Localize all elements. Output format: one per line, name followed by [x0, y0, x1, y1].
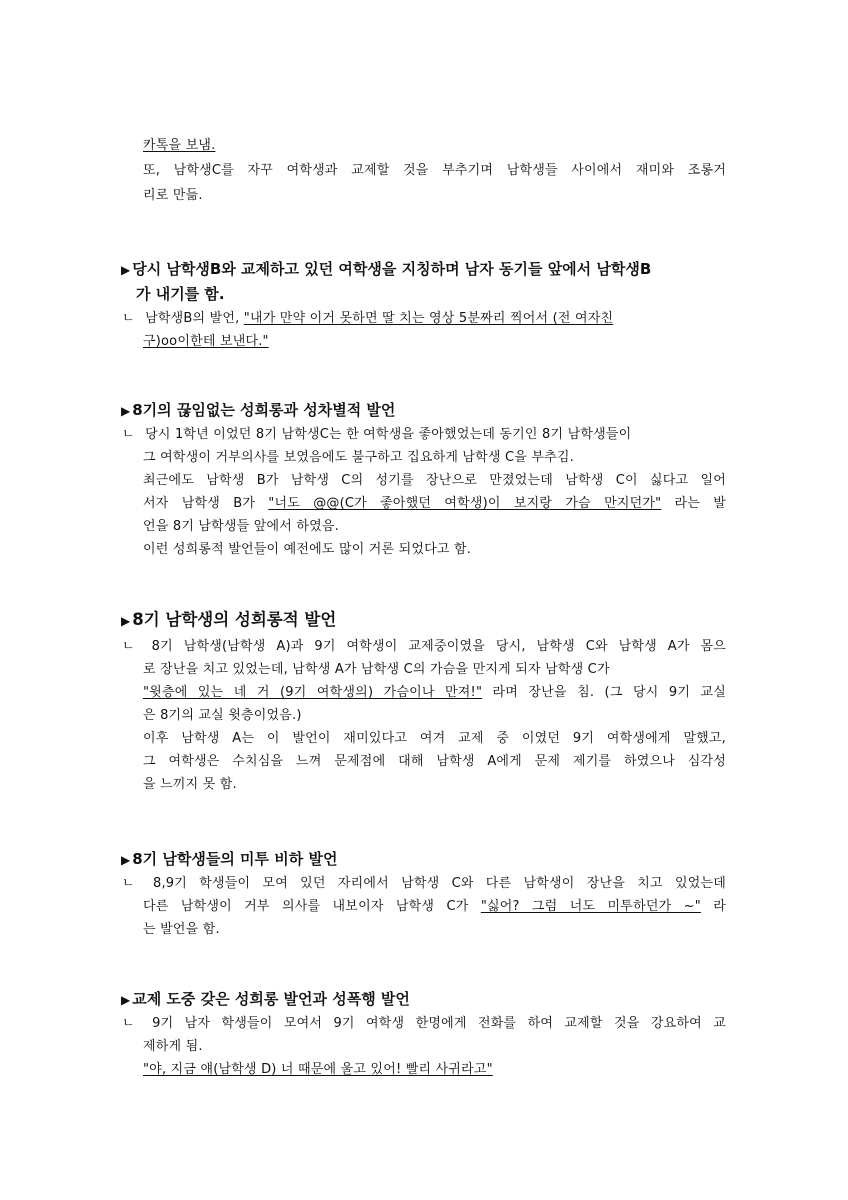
section-1-heading-cont: 가 내기를 함. [136, 285, 225, 303]
section-3-line-4: 은 8기의 교실 윗층이었음.) [143, 708, 302, 723]
sub-marker-icon: ㄴ [122, 1016, 135, 1031]
section-5-quote: "야, 지금 얘(남학생 D) 너 때문에 울고 있어! 빨리 사귀라고" [143, 1062, 493, 1077]
sub-marker-icon: ㄴ [122, 311, 135, 326]
intro-line-1-text: 카톡을 보냄. [143, 138, 216, 153]
sub-marker-icon: ㄴ [122, 427, 135, 442]
sub-marker-icon: ㄴ [122, 876, 135, 891]
bullet-arrow-icon: ▶ [121, 263, 131, 277]
bullet-arrow-icon: ▶ [121, 993, 131, 1007]
section-3-quote: "윗층에 있는 네 거 (9기 여학생의) 가슴이나 만져!" [143, 685, 483, 700]
section-2-line-1-text: 당시 1학년 이었던 8기 남학생C는 한 여학생을 좋아했었는데 동기인 8기 남학생들이 [145, 427, 632, 442]
bullet-arrow-icon: ▶ [121, 614, 131, 628]
bullet-arrow-icon: ▶ [121, 404, 131, 418]
intro-line-1 [143, 137, 215, 155]
section-1-quote-cont: 구)oo이한테 보낸다." [143, 334, 269, 349]
section-2-heading [121, 400, 395, 421]
section-2-quote: "너도 @@(C가 좋아했던 여학생)이 보지랑 가슴 만지던가" [268, 496, 662, 511]
section-2-line-3: 최근에도 남학생 B가 남학생 C의 성기를 장난으로 만졌었는데 남학생 C이 싫다고 일어 [143, 473, 726, 488]
section-4-heading [121, 849, 337, 870]
section-2-line-4-post: 라는 발 [661, 496, 726, 511]
section-5-line-2: 제하게 됨. [143, 1039, 203, 1054]
section-5-line-3 [143, 1061, 493, 1079]
section-4-line-3: 는 발언을 함. [143, 922, 220, 937]
section-3-line-5: 이후 남학생 A는 이 발언이 재미있다고 여겨 교제 중 이였던 9기 여학생에게 말했고, [143, 731, 726, 746]
section-1-quote: "내가 만약 이거 못하면 딸 치는 영상 5분짜리 찍어서 (전 여자친 [243, 311, 614, 326]
section-5-heading [121, 989, 410, 1010]
section-1-heading-text: 당시 남학생B와 교제하고 있던 여학생을 지칭하며 남자 동기들 앞에서 남학생B [132, 260, 652, 278]
section-1-heading [121, 259, 651, 280]
section-3-heading [121, 610, 336, 631]
section-1-line-1 [122, 310, 613, 328]
section-4-line-1 [122, 875, 726, 893]
section-3-line-1-text: 8기 남학생(남학생 A)과 9기 여학생이 교제중이였을 당시, 남학생 C와 남학생 A가 몸으 [151, 639, 726, 654]
section-3-heading-text: 8기 남학생의 성희롱적 발언 [132, 610, 337, 629]
section-2-line-6: 이런 성희롱적 발언들이 예전에도 많이 거론 되었다고 함. [143, 542, 472, 557]
section-5-line-1-text: 9기 남자 학생들이 모여서 9기 여학생 한명에게 전화를 하여 교제할 것을 강요하여 교 [152, 1016, 726, 1031]
section-4-line-2-post: 라 [700, 899, 726, 914]
section-4-heading-text: 8기 남학생들의 미투 비하 발언 [132, 850, 338, 868]
section-5-heading-text: 교제 도중 갖은 성희롱 발언과 성폭행 발언 [132, 990, 410, 1008]
intro-line-2: 또, 남학생C를 자꾸 여학생과 교제할 것을 부추기며 남학생들 사이에서 재미와 조롱거 [143, 163, 726, 178]
section-3-line-3 [143, 684, 726, 702]
section-3-line-6: 그 여학생은 수치심을 느껴 문제점에 대해 남학생 A에게 문제 제기를 하였으나 심각성 [143, 754, 726, 769]
section-2-line-5: 언을 8기 남학생들 앞에서 하였음. [143, 519, 339, 534]
section-4-line-2-pre: 다른 남학생이 거부 의사를 내보이자 남학생 C가 [143, 899, 481, 914]
section-1-line-2 [143, 333, 269, 351]
section-4-line-1-text: 8,9기 학생들이 모여 있던 자리에서 남학생 C와 다른 남학생이 장난을 치고 있었는데 [152, 876, 726, 891]
sub-marker-icon: ㄴ [122, 639, 135, 654]
section-2-line-2: 그 여학생이 거부의사를 보였음에도 불구하고 집요하게 남학생 C을 부추김. [143, 450, 575, 465]
section-4-quote: "싫어? 그럼 너도 미투하던가 ~" [480, 899, 701, 914]
intro-line-3: 리로 만듦. [143, 188, 203, 203]
section-2-line-4-pre: 서자 남학생 B가 [143, 496, 269, 511]
section-2-line-4 [143, 495, 726, 513]
section-2-line-1 [122, 426, 631, 444]
section-3-line-2: 로 장난을 치고 있었는데, 남학생 A가 남학생 C의 가슴을 만지게 되자 남학생 C가 [143, 662, 610, 677]
section-5-line-1 [122, 1015, 726, 1033]
section-2-heading-text: 8기의 끊임없는 성희롱과 성차별적 발언 [132, 401, 396, 419]
section-3-line-3-post: 라며 장난을 침. (그 당시 9기 교실 [482, 685, 726, 700]
section-1-line-1-pre: 남학생B의 발언, [145, 311, 244, 326]
section-3-line-1 [122, 638, 726, 656]
section-4-line-2 [143, 898, 726, 916]
section-3-line-7: 을 느끼지 못 함. [143, 777, 237, 792]
bullet-arrow-icon: ▶ [121, 853, 131, 867]
